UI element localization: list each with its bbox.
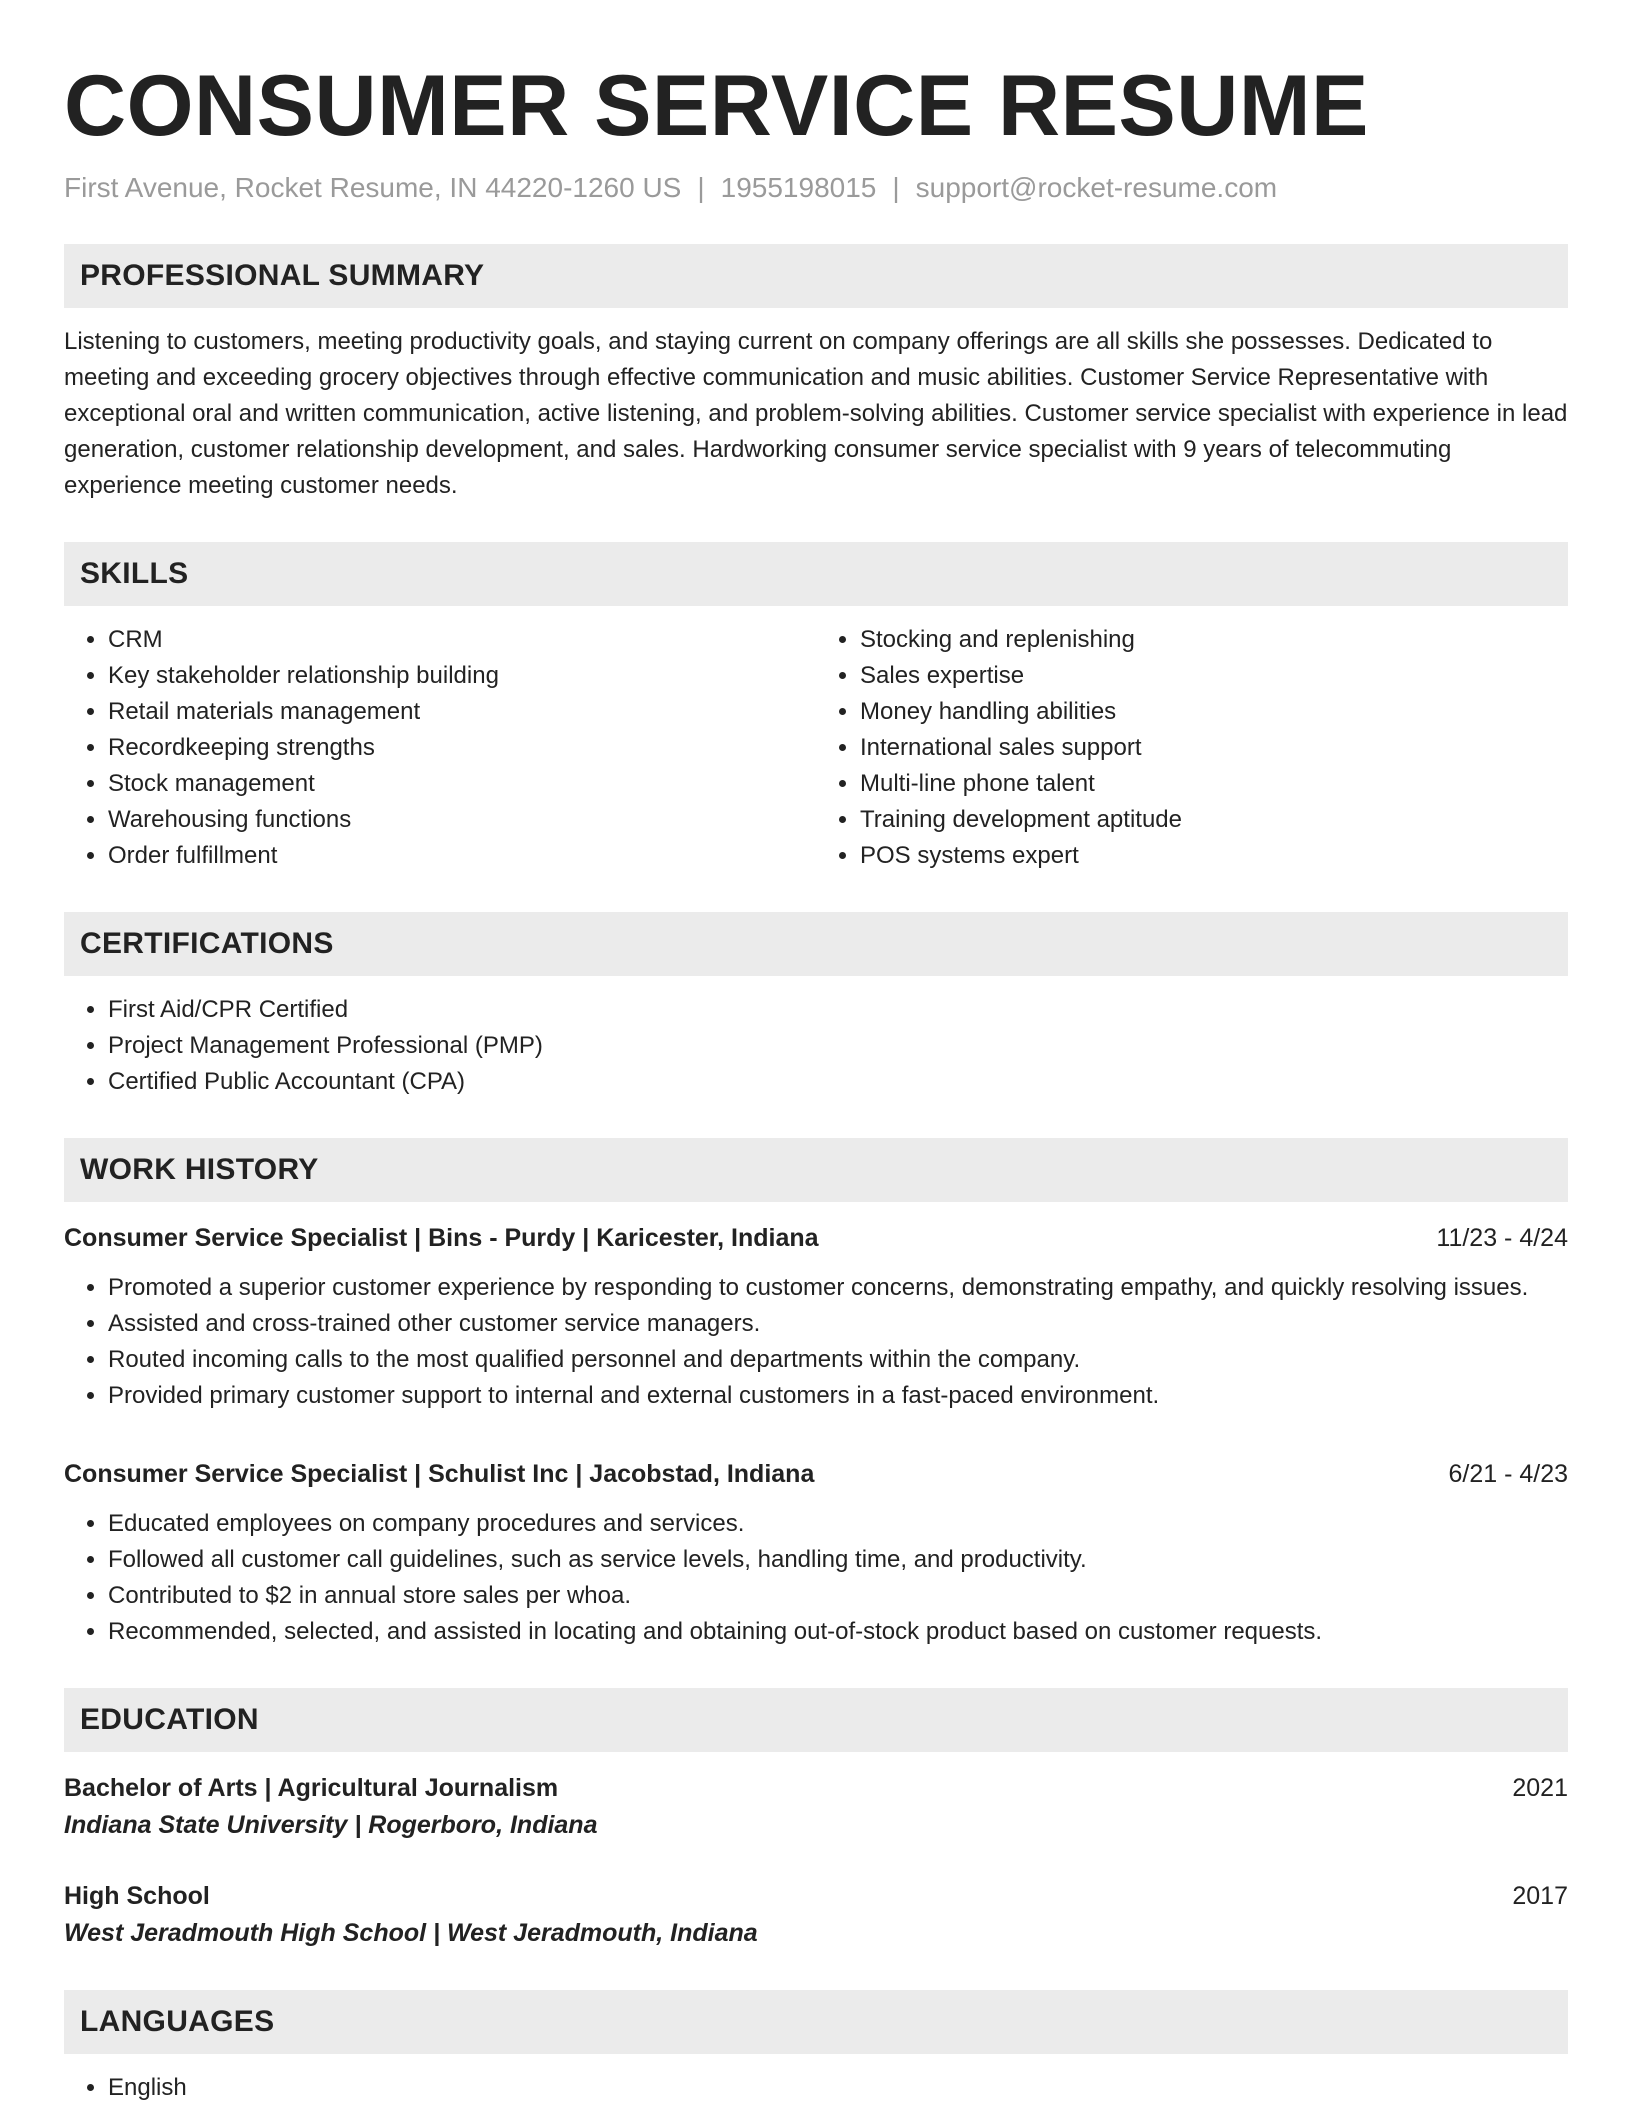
job-header	[64, 1456, 1568, 1492]
section-header-certifications: CERTIFICATIONS	[64, 912, 1568, 976]
education-header	[64, 1878, 1568, 1914]
job-title: Consumer Service Specialist | Bins - Purdy | Karicester, Indiana	[64, 1224, 819, 1252]
degree-title: Bachelor of Arts | Agricultural Journalism	[64, 1774, 559, 1802]
skill-item: • Multi-line phone talent	[860, 766, 1568, 802]
skill-item: • Recordkeeping strengths	[108, 730, 816, 766]
section-header-skills: SKILLS	[64, 542, 1568, 606]
job-header	[64, 1220, 1568, 1256]
skill-item: • Sales expertise	[860, 658, 1568, 694]
skill-item: • Money handling abilities	[860, 694, 1568, 730]
skill-item: • Stock management	[108, 766, 816, 802]
education-entry	[64, 1878, 1568, 1952]
job-duty: • Followed all customer call guidelines, such as service levels, handling time, and productivity.	[108, 1542, 1568, 1578]
certifications-list	[64, 992, 1568, 1100]
skill-item: • International sales support	[860, 730, 1568, 766]
job-dates: 11/23 - 4/24	[1436, 1224, 1568, 1252]
skill-item: • Warehousing functions	[108, 802, 816, 838]
skills-grid	[64, 622, 1568, 874]
job-dates: 6/21 - 4/23	[1448, 1460, 1568, 1488]
education-header	[64, 1770, 1568, 1806]
section-header-education: EDUCATION	[64, 1688, 1568, 1752]
degree-title: High School	[64, 1882, 210, 1910]
contact-email: support@rocket-resume.com	[915, 172, 1278, 203]
skill-item: • Order fulfillment	[108, 838, 816, 874]
school-name: Indiana State University | Rogerboro, Indiana	[64, 1811, 598, 1839]
job-duty: • Assisted and cross-trained other customer service managers.	[108, 1306, 1568, 1342]
job-duties-list	[64, 1506, 1568, 1650]
job-duty: • Provided primary customer support to internal and external customers in a fast-paced environment.	[108, 1378, 1568, 1414]
graduation-year: 2021	[1512, 1774, 1568, 1802]
skill-item: • Retail materials management	[108, 694, 816, 730]
contact-separator: |	[892, 172, 900, 203]
section-header-summary: PROFESSIONAL SUMMARY	[64, 244, 1568, 308]
job-duty: • Contributed to $2 in annual store sales per whoa.	[108, 1578, 1568, 1614]
job-duty: • Educated employees on company procedures and services.	[108, 1506, 1568, 1542]
certification-item: • First Aid/CPR Certified	[108, 992, 1568, 1028]
section-header-work-history: WORK HISTORY	[64, 1138, 1568, 1202]
skill-item: • Key stakeholder relationship building	[108, 658, 816, 694]
education-entry	[64, 1770, 1568, 1844]
certification-item: • Certified Public Accountant (CPA)	[108, 1064, 1568, 1100]
skill-item: • Stocking and replenishing	[860, 622, 1568, 658]
summary-text: Listening to customers, meeting productivity goals, and staying current on company offerings are all skills she possesses. Dedicated to meeting and exceeding grocery objectives through effective communication and music abilities. Customer Service Representative with exceptional oral and written communication, active listening, and problem-solving abilities. Customer service specialist with experience in lead generation, customer relationship development, and sales. Hardworking consumer service specialist with 9 years of telecommuting experience meeting customer needs.	[64, 328, 1568, 499]
school-name: West Jeradmouth High School | West Jeradmouth, Indiana	[64, 1919, 758, 1947]
job-title: Consumer Service Specialist | Schulist Inc | Jacobstad, Indiana	[64, 1460, 815, 1488]
contact-phone: 1955198015	[720, 172, 877, 203]
skill-item: • POS systems expert	[860, 838, 1568, 874]
job-duty: • Recommended, selected, and assisted in locating and obtaining out-of-stock product based on customer requests.	[108, 1614, 1568, 1650]
contact-line	[64, 170, 1568, 206]
skill-item: • CRM	[108, 622, 816, 658]
certification-item: • Project Management Professional (PMP)	[108, 1028, 1568, 1064]
language-item: • English	[108, 2070, 1568, 2106]
languages-list	[64, 2070, 1568, 2106]
contact-separator: |	[697, 172, 705, 203]
skills-list-left	[64, 622, 816, 874]
section-header-languages: LANGUAGES	[64, 1990, 1568, 2054]
job-duties-list	[64, 1270, 1568, 1414]
resume-title: CONSUMER SERVICE RESUME	[64, 58, 1369, 154]
job-duty: • Routed incoming calls to the most qualified personnel and departments within the company.	[108, 1342, 1568, 1378]
job-duty: • Promoted a superior customer experience by responding to customer concerns, demonstrating empathy, and quickly resolving issues.	[108, 1270, 1568, 1306]
skills-list-right	[816, 622, 1568, 874]
job-entry	[64, 1220, 1568, 1414]
graduation-year: 2017	[1512, 1882, 1568, 1910]
job-entry	[64, 1456, 1568, 1650]
contact-address: First Avenue, Rocket Resume, IN 44220-1260 US	[64, 172, 682, 203]
skill-item: • Training development aptitude	[860, 802, 1568, 838]
